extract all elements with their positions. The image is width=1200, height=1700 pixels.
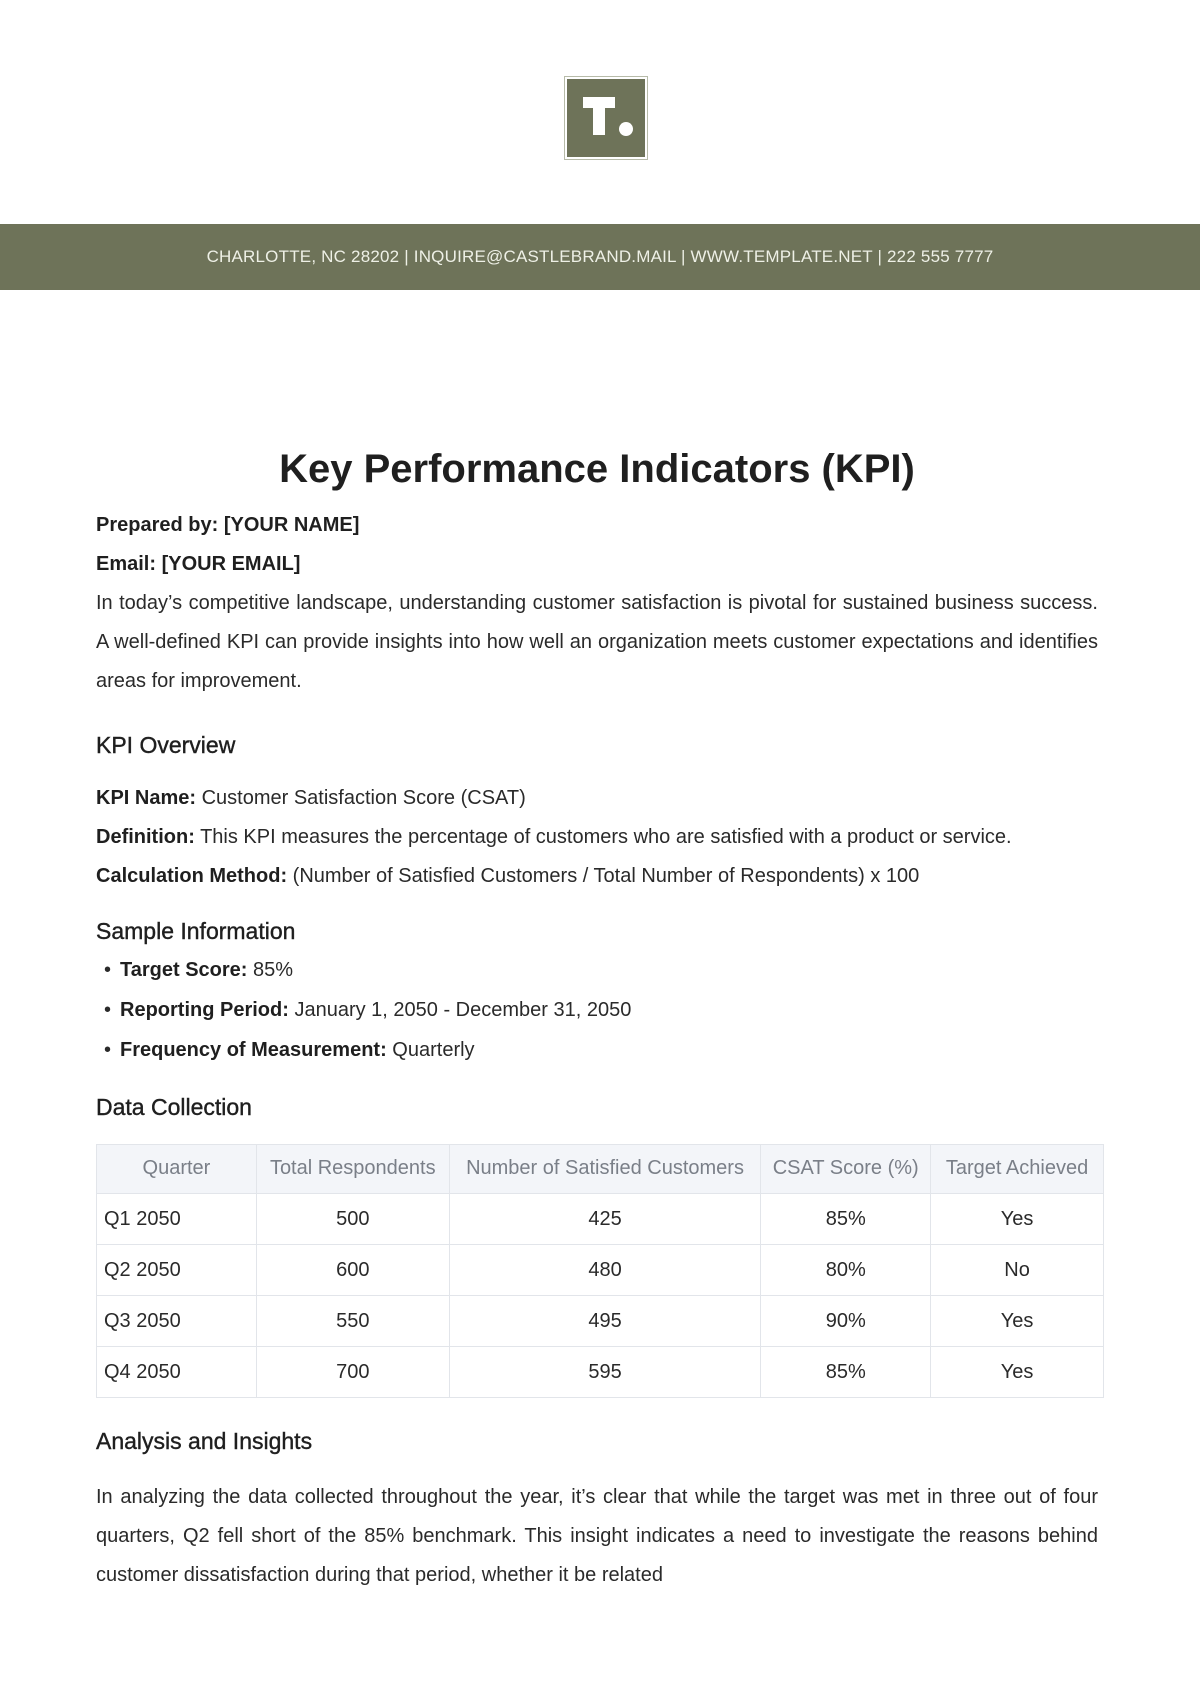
logo-mark: [567, 79, 645, 157]
cell-csat-score: 85%: [761, 1347, 931, 1398]
cell-csat-score: 80%: [761, 1245, 931, 1296]
kpi-overview-heading: KPI Overview: [96, 732, 236, 758]
table-row: [97, 1245, 1104, 1296]
sample-item-label: Reporting Period:: [120, 999, 289, 1021]
bullet-icon: •: [104, 959, 112, 981]
cell-quarter: Q1 2050: [97, 1194, 257, 1245]
sample-information-heading: Sample Information: [96, 918, 296, 944]
kpi-name-value: Customer Satisfaction Score (CSAT): [201, 787, 526, 809]
kpi-method-value: (Number of Satisfied Customers / Total Number of Respondents) x 100: [292, 865, 920, 887]
prepared-by-value: [YOUR NAME]: [223, 514, 360, 536]
cell-satisfied-customers: 495: [449, 1296, 761, 1347]
cell-total-respondents: 700: [256, 1347, 449, 1398]
kpi-method-label: Calculation Method:: [96, 865, 288, 887]
bullet-icon: •: [104, 1039, 112, 1061]
column-header-quarter: Quarter: [97, 1145, 257, 1194]
kpi-definition-label: Definition:: [96, 826, 195, 848]
list-item: [104, 990, 1098, 1030]
logo-t-stem: [593, 97, 605, 135]
contact-info: CHARLOTTE, NC 28202 | INQUIRE@CASTLEBRAND.MAIL | WWW.TEMPLATE.NET | 222 555 7777: [206, 247, 994, 266]
logo-dot: [619, 122, 633, 136]
cell-quarter: Q2 2050: [97, 1245, 257, 1296]
kpi-name: [96, 779, 1098, 818]
cell-quarter: Q4 2050: [97, 1347, 257, 1398]
prepared-by: [96, 506, 1098, 545]
cell-satisfied-customers: 595: [449, 1347, 761, 1398]
data-collection-heading: Data Collection: [96, 1094, 252, 1120]
sample-item-value: 85%: [253, 959, 294, 981]
cell-satisfied-customers: 425: [449, 1194, 761, 1245]
cell-total-respondents: 500: [256, 1194, 449, 1245]
cell-total-respondents: 600: [256, 1245, 449, 1296]
cell-total-respondents: 550: [256, 1296, 449, 1347]
sample-information-list: [96, 950, 1098, 1070]
email-value: [YOUR EMAIL]: [161, 553, 301, 575]
table-header-row: [97, 1145, 1104, 1194]
analysis-paragraph: In analyzing the data collected throughout the year, it’s clear that while the target was met in three out of four quarters, Q2 fell short of the 85% benchmark. This insight indicates a need to investigate the reasons behind customer dissatisfaction during that period, whether it be related: [96, 1486, 1098, 1586]
kpi-definition-value: This KPI measures the percentage of customers who are satisfied with a product or service.: [200, 826, 1012, 848]
column-header-csat-score: CSAT Score (%): [761, 1145, 931, 1194]
analysis-heading: Analysis and Insights: [96, 1428, 313, 1454]
cell-quarter: Q3 2050: [97, 1296, 257, 1347]
cell-csat-score: 85%: [761, 1194, 931, 1245]
document-body: [96, 440, 1098, 1595]
table-row: [97, 1194, 1104, 1245]
cell-satisfied-customers: 480: [449, 1245, 761, 1296]
cell-target-achieved: Yes: [931, 1347, 1104, 1398]
intro-paragraph: In today’s competitive landscape, understanding customer satisfaction is pivotal for sustained business success. A well-defined KPI can provide insights into how well an organization meets customer expectations and identifies areas for improvement.: [96, 592, 1098, 692]
kpi-definition: [96, 818, 1098, 857]
email: [96, 545, 1098, 584]
column-header-target-achieved: Target Achieved: [931, 1145, 1104, 1194]
table-row: [97, 1347, 1104, 1398]
cell-target-achieved: Yes: [931, 1296, 1104, 1347]
data-collection-table: [96, 1144, 1104, 1398]
sample-item-label: Frequency of Measurement:: [120, 1039, 387, 1061]
table-row: [97, 1296, 1104, 1347]
kpi-calculation-method: [96, 857, 1098, 896]
list-item: [104, 1030, 1098, 1070]
sample-item-label: Target Score:: [120, 959, 248, 981]
sample-item-value: January 1, 2050 - December 31, 2050: [294, 999, 632, 1021]
cell-target-achieved: Yes: [931, 1194, 1104, 1245]
sample-item-value: Quarterly: [392, 1039, 475, 1061]
document-title: Key Performance Indicators (KPI): [279, 447, 915, 491]
logo: [564, 76, 648, 160]
bullet-icon: •: [104, 999, 112, 1021]
column-header-satisfied-customers: Number of Satisfied Customers: [449, 1145, 761, 1194]
cell-target-achieved: No: [931, 1245, 1104, 1296]
email-label: Email:: [96, 553, 157, 575]
kpi-name-label: KPI Name:: [96, 787, 197, 809]
column-header-total-respondents: Total Respondents: [256, 1145, 449, 1194]
cell-csat-score: 90%: [761, 1296, 931, 1347]
contact-bar: [0, 224, 1200, 290]
list-item: [104, 950, 1098, 990]
prepared-by-label: Prepared by:: [96, 514, 219, 536]
